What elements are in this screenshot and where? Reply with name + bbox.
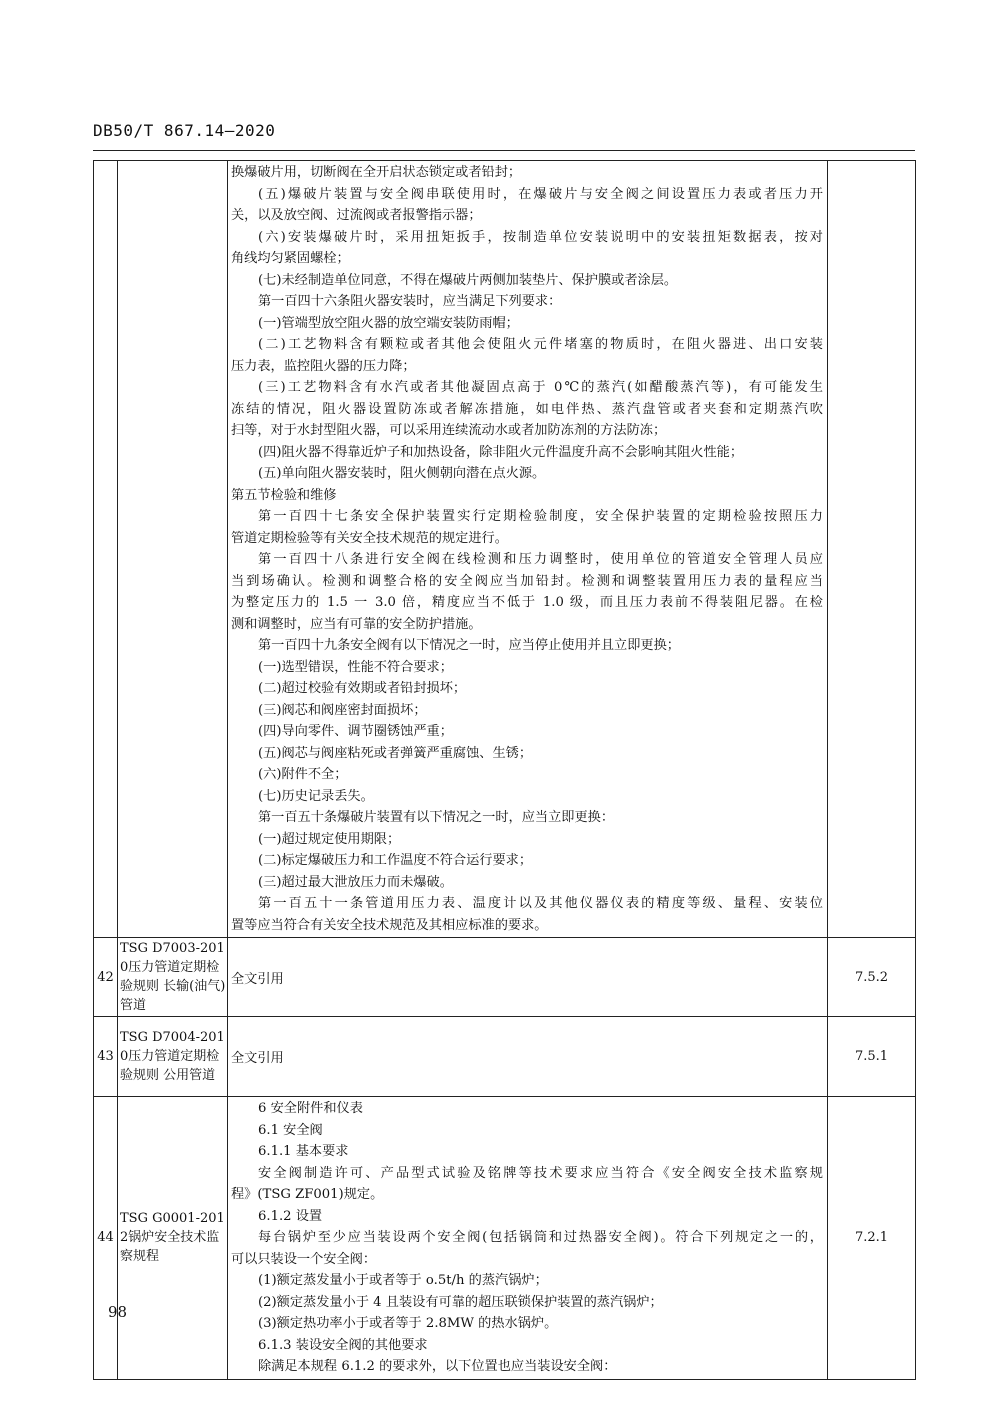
- content-line: 角线均匀紧固螺栓；: [231, 251, 350, 266]
- page-number: 98: [108, 1303, 128, 1321]
- standard-name: [118, 161, 228, 938]
- content-line: 扫等，对于水封型阻火器，可以采用连续流动水或者加防冻剂的方法防冻；: [231, 423, 667, 438]
- standard-name: TSG D7003-2010压力管道定期检验规则 长输(油气)管道: [118, 938, 228, 1017]
- standard-name: TSG G0001-2012锅炉安全技术监察规程: [118, 1097, 228, 1380]
- row-number: 43: [94, 1017, 118, 1097]
- standard-content: 全文引用: [228, 938, 828, 1017]
- content-line: (四)导向零件、调节圈锈蚀严重；: [258, 724, 453, 739]
- content-line: 6.1.2 设置: [258, 1208, 323, 1224]
- content-line: (二)标定爆破压力和工作温度不符合运行要求；: [258, 853, 533, 868]
- content-line: 程》(TSG ZF001)规定。: [231, 1187, 384, 1202]
- content-line: 换爆破片用，切断阀在全开启状态锁定或者铅封；: [231, 165, 522, 180]
- content-line: 当到场确认。检测和调整合格的安全阀应当加铅封。检测和调整装置用压力表的量程应当: [231, 573, 823, 589]
- content-line: 6.1.1 基本要求: [258, 1144, 349, 1159]
- content-line: 6.1 安全阀: [258, 1122, 323, 1138]
- content-line: (一)超过规定使用期限；: [258, 831, 401, 847]
- content-line: 第一百五十条爆破片装置有以下情况之一时，应当立即更换：: [258, 810, 615, 825]
- content-line: (五)爆破片装置与安全阀串联使用时，在爆破片与安全阀之间设置压力表或者压力开: [258, 186, 823, 202]
- content-line: (一)选型错误，性能不符合要求；: [258, 659, 453, 675]
- content-line: 为整定压力的 1.5 一 3.0 倍，精度应当不低于 1.0 级，而且压力表前不得装阻尼器。在检: [231, 595, 823, 610]
- content-line: 关，以及放空阀、过流阀或者报警指示器；: [231, 208, 482, 223]
- content-line: 冻结的情况，阻火器设置防冻或者解冻措施，如电伴热、蒸汽盘管或者夹套和定期蒸汽吹: [231, 401, 823, 417]
- content-line: 测和调整时，应当有可靠的安全防护措施。: [231, 616, 482, 632]
- table-row: [94, 1017, 916, 1097]
- content-line: (五)单向阻火器安装时，阻火侧朝向潜在点火源。: [258, 466, 546, 481]
- content-line: (3)额定热功率小于或者等于 2.8MW 的热水锅炉。: [258, 1316, 558, 1331]
- content-line: (四)阻火器不得靠近炉子和加热设备，除非阻火元件温度升高不会影响其阻火性能；: [258, 444, 744, 460]
- content-lines: [231, 162, 823, 936]
- row-number: [94, 161, 118, 938]
- content-line: (二)超过校验有效期或者铅封损坏；: [258, 681, 467, 696]
- content-line: (1)额定蒸发量小于或者等于 o.5t/h 的蒸汽锅炉；: [258, 1273, 548, 1288]
- standards-table: [93, 160, 916, 1380]
- content-line: (六)安装爆破片时，采用扭矩扳手，按制造单位安装说明中的安装扭矩数据表，按对: [258, 229, 823, 245]
- standard-content: [228, 1097, 828, 1380]
- content-line: 6.1.3 装设安全阀的其他要求: [258, 1337, 428, 1353]
- content-line: 安全阀制造许可、产品型式试验及铭牌等技术要求应当符合《安全阀安全技术监察规: [258, 1165, 823, 1181]
- standard-content: 全文引用: [228, 1017, 828, 1097]
- content-lines: [231, 1098, 823, 1378]
- content-line: 第五节检验和维修: [231, 487, 337, 503]
- content-line: 第一百五十一条管道用压力表、温度计以及其他仪器仪表的精度等级、量程、安装位: [258, 896, 823, 911]
- content-line: (三)超过最大泄放压力而未爆破。: [258, 874, 453, 890]
- clause-number: 7.5.1: [828, 1017, 916, 1097]
- content-line: 6 安全附件和仪表: [258, 1101, 363, 1116]
- standard-name: TSG D7004-2010压力管道定期检验规则 公用管道: [118, 1017, 228, 1097]
- clause-number: [828, 161, 916, 938]
- content-line: 压力表，监控阻火器的压力降；: [231, 358, 416, 374]
- content-line: 管道定期检验等有关安全技术规范的规定进行。: [231, 530, 508, 546]
- content-line: 可以只装设一个安全阀：: [231, 1251, 377, 1267]
- content-line: (二)工艺物料含有颗粒或者其他会使阻火元件堵塞的物质时，在阻火器进、出口安装: [258, 337, 823, 352]
- content-line: 每台锅炉至少应当装设两个安全阀(包括锅筒和过热器安全阀)。符合下列规定之一的，: [258, 1230, 823, 1245]
- content-line: 第一百四十七条安全保护装置实行定期检验制度，安全保护装置的定期检验按照压力: [258, 509, 823, 524]
- content-line: 第一百四十八条进行安全阀在线检测和压力调整时，使用单位的管道安全管理人员应: [258, 552, 823, 567]
- row-number: 42: [94, 938, 118, 1017]
- content-line: 第一百四十九条安全阀有以下情况之一时，应当停止使用并且立即更换；: [258, 638, 680, 653]
- content-line: (一)管端型放空阻火器的放空端安装防雨帽；: [258, 315, 519, 331]
- clause-number: 7.5.2: [828, 938, 916, 1017]
- content-line: 第一百四十六条阻火器安装时，应当满足下列要求：: [258, 294, 562, 309]
- table-row: [94, 1097, 916, 1380]
- table-row-continued: [94, 161, 916, 938]
- standard-content: [228, 161, 828, 938]
- content-line: (六)附件不全；: [258, 767, 348, 782]
- content-line: (七)未经制造单位同意，不得在爆破片两侧加装垫片、保护膜或者涂层。: [258, 272, 678, 288]
- document-code: DB50/T 867.14—2020: [93, 121, 276, 140]
- content-line: 除满足本规程 6.1.2 的要求外，以下位置也应当装设安全阀：: [258, 1359, 617, 1374]
- clause-number: 7.2.1: [828, 1097, 916, 1380]
- table-row: [94, 938, 916, 1017]
- content-line: (三)工艺物料含有水汽或者其他凝固点高于 0℃的蒸汽(如醋酸蒸汽等)，有可能发生: [258, 380, 823, 395]
- header-rule: [93, 150, 915, 151]
- content-line: 置等应当符合有关安全技术规范及其相应标准的要求。: [231, 917, 548, 933]
- content-line: (三)阀芯和阀座密封面损坏；: [258, 702, 427, 718]
- content-line: (2)额定蒸发量小于 4 且装设有可靠的超压联锁保护装置的蒸汽锅炉；: [258, 1294, 663, 1310]
- row-number: 44: [94, 1097, 118, 1380]
- content-line: (七)历史记录丢失。: [258, 788, 374, 804]
- content-line: (五)阀芯与阀座粘死或者弹簧严重腐蚀、生锈；: [258, 745, 533, 761]
